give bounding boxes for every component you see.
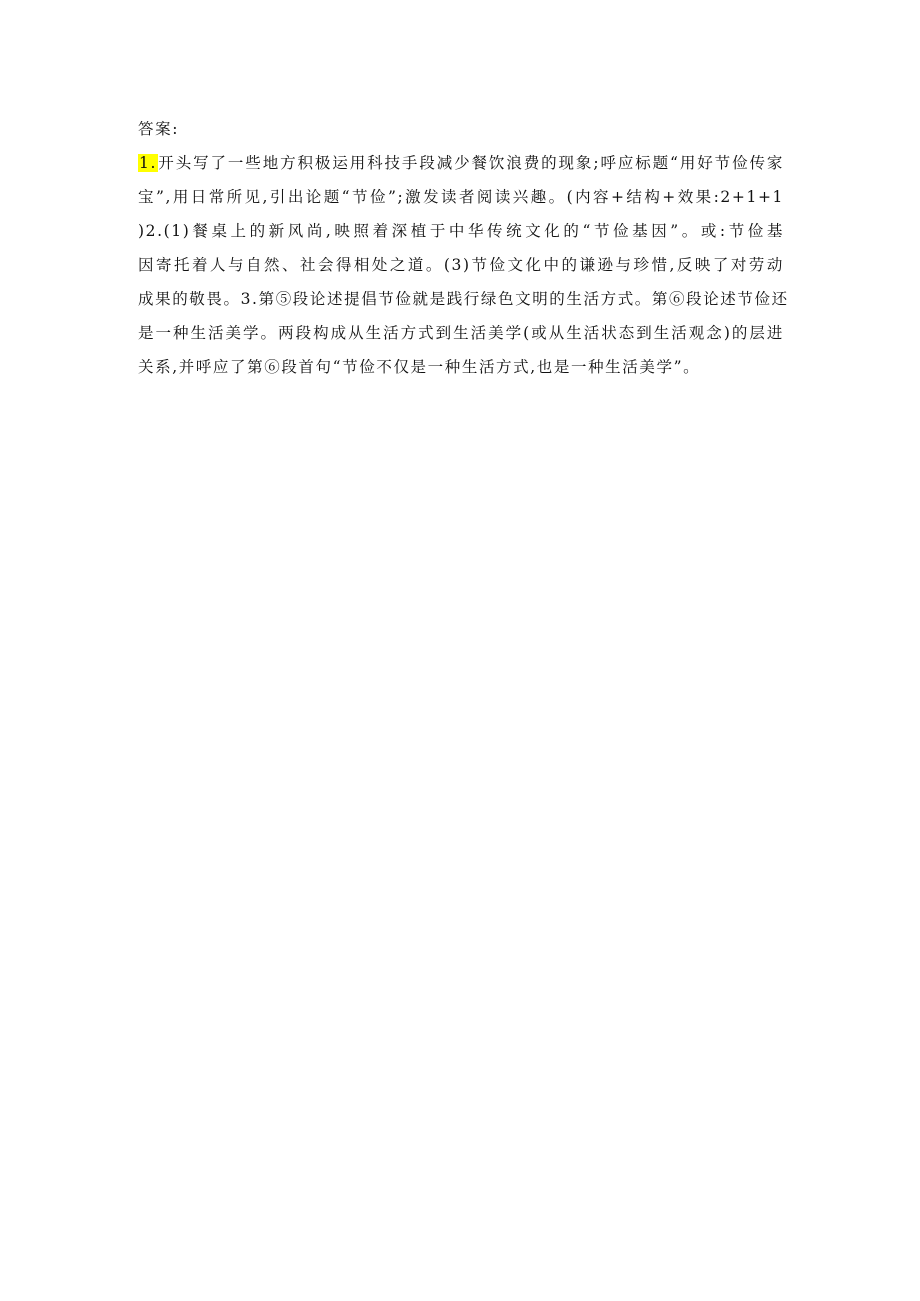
highlighted-item-number: 1. bbox=[139, 154, 157, 172]
answer-heading: 答案: bbox=[138, 120, 180, 138]
answer-block bbox=[138, 112, 789, 384]
answer-line-7: 关系,并呼应了第⑥段首句“节俭不仅是一种生活方式,也是一种生活美学”。 bbox=[138, 358, 701, 376]
answer-line-1-text: 开头写了一些地方积极运用科技手段减少餐饮浪费的现象;呼应标题“用好节俭传家 bbox=[158, 154, 784, 172]
answer-line-1 bbox=[138, 146, 784, 180]
answer-line-5: 成果的敬畏。3.第⑤段论述提倡节俭就是践行绿色文明的生活方式。第⑥段论述节俭还 bbox=[138, 290, 789, 308]
answer-line-3: )2.(1)餐桌上的新风尚,映照着深植于中华传统文化的“节俭基因”。或:节俭基 bbox=[138, 222, 784, 240]
answer-line-2: 宝”,用日常所见,引出论题“节俭”;激发读者阅读兴趣。(内容+结构+效果:2+1+1 bbox=[138, 188, 784, 206]
answer-line-4: 因寄托着人与自然、社会得相处之道。(3)节俭文化中的谦逊与珍惜,反映了对劳动 bbox=[138, 256, 784, 274]
answer-line-6: 是一种生活美学。两段构成从生活方式到生活美学(或从生活状态到生活观念)的层进 bbox=[138, 324, 784, 342]
